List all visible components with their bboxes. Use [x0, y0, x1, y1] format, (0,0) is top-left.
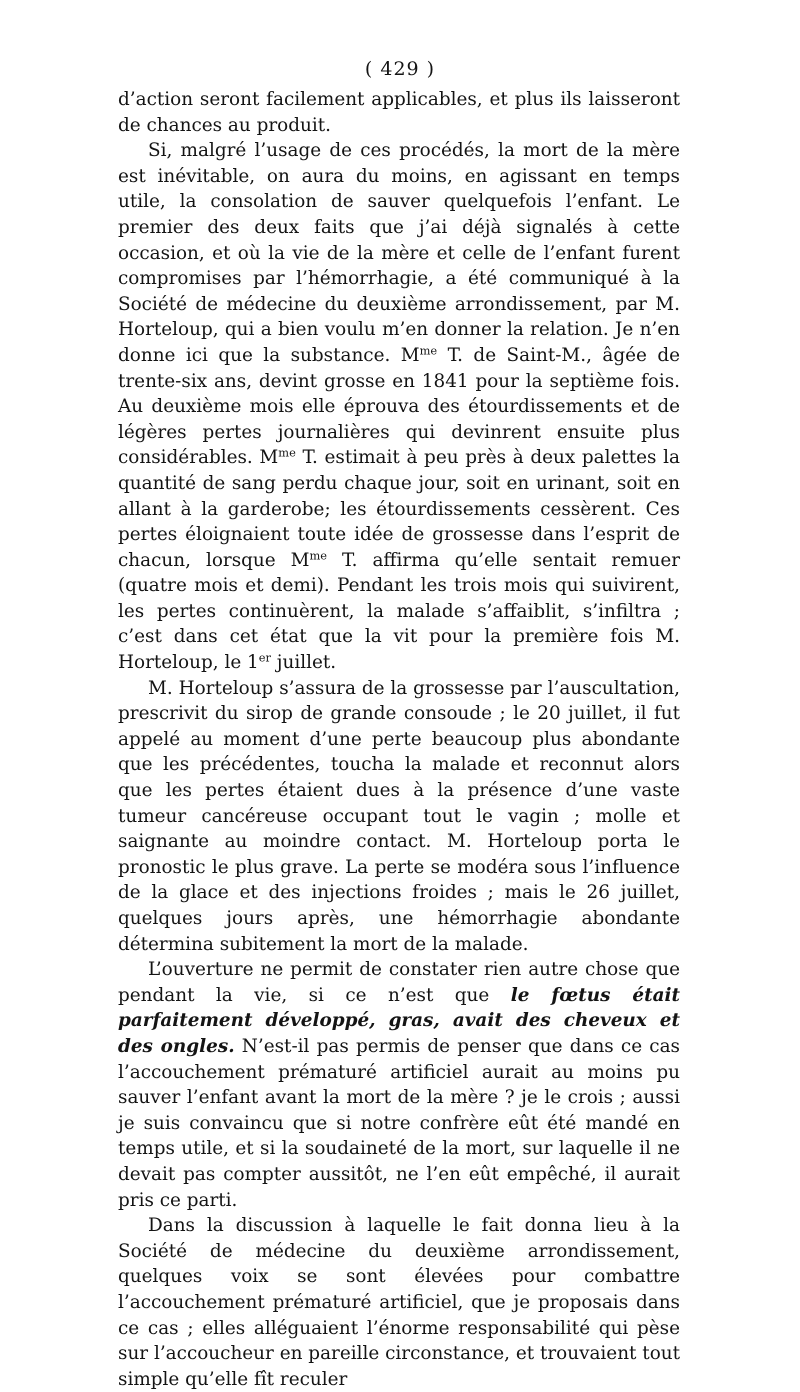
paragraph	[118, 1213, 680, 1392]
emphasized-text: le fœtus était parfaitement développé, gras, avait des cheveux et des ongles.	[118, 984, 680, 1057]
text-run: juillet.	[270, 652, 337, 674]
text-run: L’ouverture ne permit de constater rien autre chose que pendant la vie, si ce n’est que	[118, 959, 680, 1006]
paragraph	[118, 87, 680, 138]
text-run: Dans la discussion à laquelle le fait donna lieu à la Société de médecine du deuxième arrondissement, quelques voix se sont élevées pour combattre l’accouchement prématuré artificiel, que je proposais dans ce cas ; elles alléguaient l’énorme responsabilité qui pèse sur l’accoucheur en pareille circonstance, et trouvaient tout simple qu’elle fît reculer	[118, 1215, 680, 1390]
superscript: me	[419, 343, 438, 358]
text-run: Si, malgré l’usage de ces procédés, la mort de la mère est inévitable, on aura du moins, en agissant en temps utile, la consolation de sauver quelquefois l’enfant. Le premier des deux faits que j’ai déjà signalés à cette occasion, et où la vie de la mère et celle de l’enfant furent compromises par l’hémorrhagie, a été communiqué à la Société de médecine du deuxième arrondissement, par M. Horteloup, qui a bien voulu m’en donner la relation. Je n’en donne ici que la substance. M	[118, 140, 680, 366]
text-run: M. Horteloup s’assura de la grossesse par l’auscultation, prescrivit du sirop de grande consoude ; le 20 juillet, il fut appelé au moment d’une perte beaucoup plus abondante que les précédentes, toucha la malade et reconnut alors que les pertes étaient dues à la présence d’une vaste tumeur cancéreuse occupant tout le vagin ; molle et saignante au moindre contact. M. Horteloup porta le pronostic le plus grave. La perte se modéra sous l’influence de la glace et des injections froides ; mais le 26 juillet, quelques jours après, une hémorrhagie abondante détermina subitement la mort de la malade.	[118, 677, 680, 955]
superscript: er	[258, 650, 271, 665]
page-number: ( 429 )	[364, 58, 436, 80]
text-run: T. estimait à peu près à deux palettes la quantité de sang perdu chaque jour, soit en urinant, soit en allant à la garderobe; les étourdissements cessèrent. Ces pertes éloignaient toute idée de grossesse dans l’esprit de chacun, lorsque M	[118, 447, 680, 571]
text-run: T. affirma qu’elle sentait remuer (quatre mois et demi). Pendant les trois mois qui suivirent, les pertes continuèrent, la malade s’affaiblit, s’infiltra ; c’est dans cet état que la vit pour la première fois M. Horteloup, le 1	[118, 549, 680, 674]
text-run: d’action seront facilement applicables, et plus ils laisseront de chances au produit.	[118, 89, 680, 136]
paragraph	[118, 957, 680, 1213]
superscript: me	[309, 548, 328, 563]
text-run: N’est-il pas permis de penser que dans ce cas l’accouchement prématuré artificiel aurait au moins pu sauver l’enfant avant la mort de la mère ? je le crois ; aussi je suis convaincu que si notre confrère eût été mandé en temps utile, et si la soudaineté de la mort, sur laquelle il ne devait pas compter aussitôt, ne l’en eût empêché, il aurait pris ce parti.	[118, 1035, 680, 1211]
text-run: T. de Saint-M., âgée de trente-six ans, devint grosse en 1841 pour la septième fois. Au deuxième mois elle éprouva des étourdissements et de légères pertes journalières qui devinrent ensuite plus considérables. M	[118, 344, 680, 469]
superscript: me	[278, 446, 296, 461]
body-text	[118, 87, 680, 1392]
paragraph	[118, 676, 680, 958]
paragraph	[118, 138, 680, 675]
